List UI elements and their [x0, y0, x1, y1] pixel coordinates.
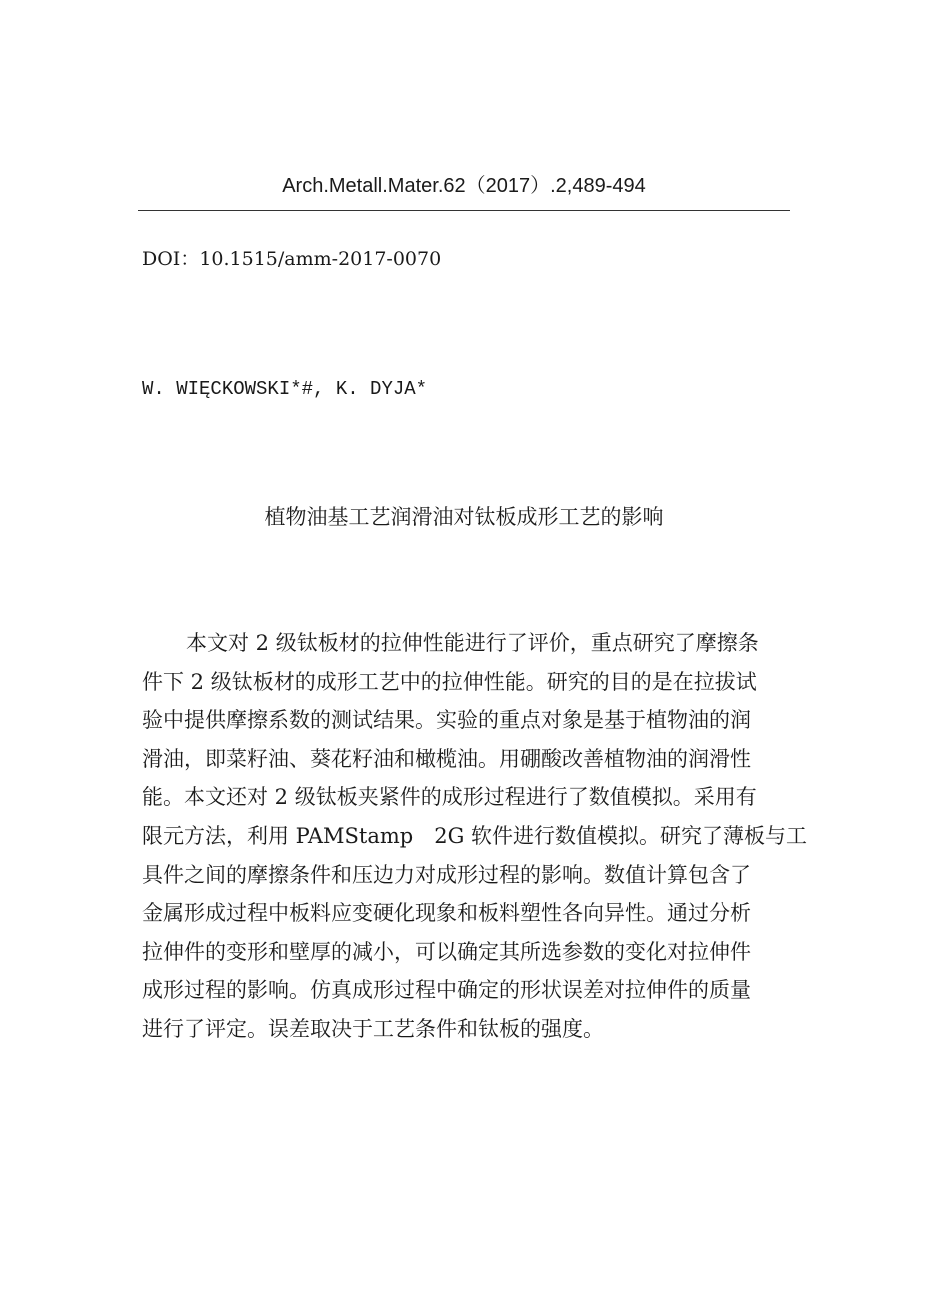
abstract-line: 拉伸件的变形和壁厚的减小，可以确定其所选参数的变化对拉伸件: [142, 939, 751, 964]
abstract-line: 验中提供摩擦系数的测试结果。实验的重点对象是基于植物油的润: [142, 708, 751, 733]
abstract-line: 件下 2 级钛板材的成形工艺中的拉伸性能。研究的目的是在拉拔试: [142, 669, 757, 694]
journal-citation: Arch.Metall.Mater.62（2017）.2,489-494: [282, 175, 646, 197]
abstract-line: 金属形成过程中板料应变硬化现象和板料塑性各向异性。通过分析: [142, 901, 751, 926]
author-list: W. WIĘCKOWSKI*#, K. DYJA*: [142, 378, 428, 400]
abstract-line: 能。本文还对 2 级钛板夹紧件的成形过程进行了数值模拟。采用有: [142, 785, 757, 810]
abstract: [142, 624, 808, 1049]
abstract-line: 本文对 2 级钛板材的拉伸性能进行了评价，重点研究了摩擦条: [186, 631, 759, 655]
doi-line: DOI：10.1515/amm-2017-0070: [142, 248, 442, 270]
header-divider: [138, 210, 790, 211]
abstract-line: 限元方法，利用 PAMStamp 2G 软件进行数值模拟。研究了薄板与工: [142, 823, 808, 848]
abstract-line: 具件之间的摩擦条件和压边力对成形过程的影响。数值计算包含了: [142, 862, 751, 887]
abstract-line: 成形过程的影响。仿真成形过程中确定的形状误差对拉伸件的质量: [142, 978, 751, 1003]
abstract-line: 进行了评定。误差取决于工艺条件和钛板的强度。: [142, 1016, 604, 1041]
paper-title: 植物油基工艺润滑油对钛板成形工艺的影响: [264, 505, 664, 529]
abstract-line: 滑油，即菜籽油、葵花籽油和橄榄油。用硼酸改善植物油的润滑性: [142, 746, 751, 771]
